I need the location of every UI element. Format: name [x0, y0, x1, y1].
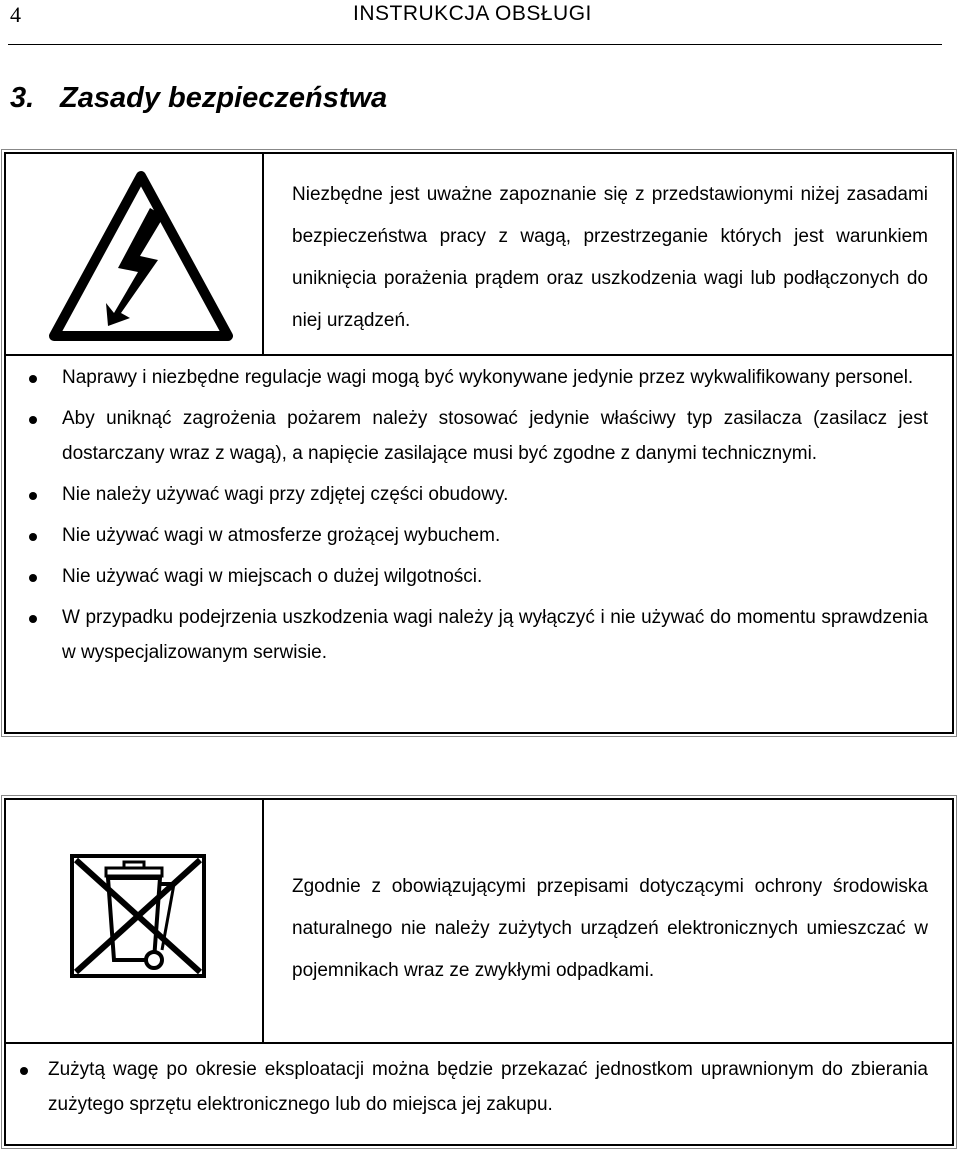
divider	[6, 1042, 952, 1044]
bullet-icon	[29, 533, 37, 541]
environment-intro-text: Zgodnie z obowiązującymi przepisami dotyczącymi ochrony środowiska naturalnego nie należy zużytych urządzeń elektronicznych umieszczać w pojemnikach wraz ze zwykłymi odpadkami.	[292, 876, 928, 981]
list-item: Aby uniknąć zagrożenia pożarem należy stosować jedynie właściwy typ zasilacza (zasilacz jest dostarczany wraz z wagą), a napięcie zasilające musi być zgodne z danymi technicznymi.	[6, 401, 928, 471]
section-title-text: Zasady bezpieczeństwa	[60, 82, 388, 114]
environment-icon-cell	[6, 800, 264, 1042]
bullet-icon	[29, 416, 37, 424]
crossed-out-wheelie-bin-icon	[70, 854, 206, 978]
environment-box	[4, 798, 954, 1146]
list-item: Nie używać wagi w atmosferze grożącej wybuchem.	[6, 518, 928, 553]
list-item: Zużytą wagę po okresie eksploatacji można będzie przekazać jednostkom uprawnionym do zbierania zużytego sprzętu elektronicznego lub do miejsca jej zakupu.	[6, 1052, 928, 1122]
high-voltage-warning-icon	[46, 168, 236, 346]
safety-bullet-list	[6, 360, 928, 676]
page-header	[8, 0, 942, 45]
bullet-icon	[29, 375, 37, 383]
section-number: 3.	[10, 82, 35, 114]
safety-intro-text: Niezbędne jest uważne zapoznanie się z przedstawionymi niżej zasadami bezpieczeństwa pracy z wagą, przestrzeganie których jest warunkiem uniknięcia porażenia prądem oraz uszkodzenia wagi lub podłączonych do niej urządzeń.	[292, 184, 928, 331]
list-item: W przypadku podejrzenia uszkodzenia wagi należy ją wyłączyć i nie używać do momentu sprawdzenia w wyspecjalizowanym serwisie.	[6, 600, 928, 670]
section-title	[10, 82, 387, 115]
bullet-icon	[29, 574, 37, 582]
divider	[6, 354, 952, 356]
list-item: Nie używać wagi w miejscach o dużej wilgotności.	[6, 559, 928, 594]
list-item: Nie należy używać wagi przy zdjętej części obudowy.	[6, 477, 928, 512]
environment-bullet-list	[6, 1052, 928, 1128]
safety-icon-cell	[6, 154, 264, 354]
bullet-icon	[20, 1067, 28, 1075]
list-item: Naprawy i niezbędne regulacje wagi mogą być wykonywane jedynie przez wykwalifikowany personel.	[6, 360, 928, 395]
bullet-icon	[29, 492, 37, 500]
page-number: 4	[10, 2, 21, 27]
header-title: INSTRUKCJA OBSŁUGI	[353, 2, 592, 25]
bullet-icon	[29, 615, 37, 623]
safety-rules-box	[4, 152, 954, 734]
